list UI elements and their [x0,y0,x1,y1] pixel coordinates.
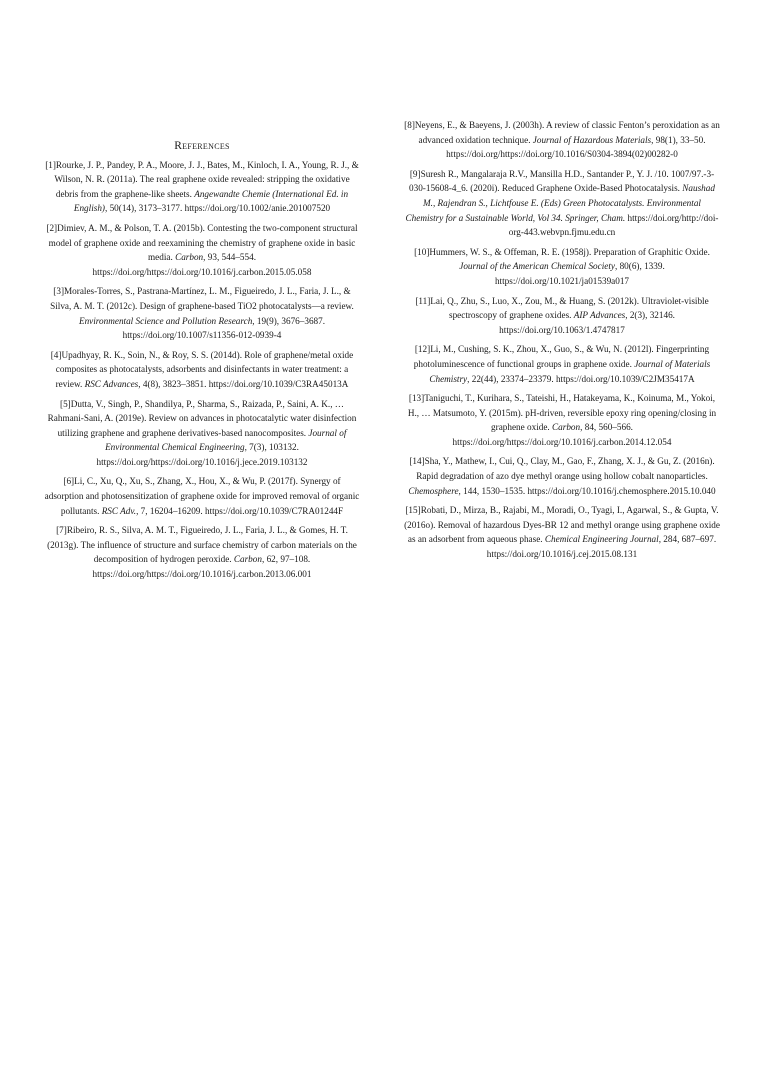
reference-text: Dutta, V., Singh, P., Shandilya, P., Sharma, S., Raizada, P., Saini, A. K., … Rahmani-Sani, A. (2019e). Review on advances in photocatalytic water disinfection utilizing graphene and graphene derivatives-based nanocomposites. [47,398,357,438]
reference-tail: , 98(1), 33–50. https://doi.org/https://doi.org/10.1016/S0304-3894(02)00282-0 [446,134,706,160]
reference-text: Lai, Q., Zhu, S., Luo, X., Zou, M., & Huang, S. (2012k). Ultraviolet-visible spectroscopy of graphene oxides. [430,295,709,321]
reference-number: [3] [53,286,65,297]
reference-journal: Journal of Hazardous Materials [532,134,652,145]
reference-number: [2] [46,222,58,233]
reference-tail: , 19(9), 3676–3687. https://doi.org/10.1007/s11356-012-0939-4 [122,315,326,341]
reference-journal: Chemosphere [408,485,459,496]
reference-number: [5] [60,398,71,409]
reference-journal: Environmental Science and Pollution Research [78,315,253,326]
reference-tail: , 84, 560–566. https://doi.org/https://doi.org/10.1016/j.carbon.2014.12.054 [452,422,672,447]
reference-item [404,245,720,289]
right-column [404,118,720,567]
reference-journal: Carbon [175,252,204,263]
reference-item [404,454,720,498]
reference-journal: AIP Advances [573,310,626,321]
reference-journal: Journal of Environmental Chemical Engineering [105,427,347,453]
reference-item [44,348,360,392]
reference-number: [11] [415,295,431,306]
reference-number: [12] [414,344,431,355]
reference-item [44,158,360,216]
reference-item [44,284,360,342]
reference-tail: , 2(3), 32146. https://doi.org/10.1063/1.4747817 [499,310,675,335]
reference-item [44,397,360,470]
reference-text: Morales-Torres, S., Pastrana-Martínez, L. M., Figueiredo, J. L., Faria, J. L., & Silva, A. M. T. (2012c). Design of graphene-based TiO2 photocatalysts—a review. [50,286,354,311]
reference-number: [4] [50,349,62,360]
reference-text: Hummers, W. S., & Offeman, R. E. (1958j). Preparation of Graphitic Oxide. [429,246,710,257]
reference-item [404,167,720,240]
reference-number: [6] [63,476,75,487]
reference-journal: Carbon [233,554,262,565]
left-column [44,0,360,587]
reference-item [44,474,360,518]
reference-text: Sha, Y., Mathew, I., Cui, Q., Clay, M., Gao, F., Zhang, X. J., & Gu, Z. (2016n). Rapid degradation of azo dye methyl orange using hollow cobalt nanoparticles. [416,456,715,482]
reference-item [404,118,720,162]
reference-item [404,294,720,338]
reference-number: [7] [56,525,67,536]
reference-tail: , 62, 97–108. https://doi.org/https://doi.org/10.1016/j.carbon.2013.06.001 [92,554,312,580]
reference-number: [14] [409,456,425,467]
references-heading: References [174,140,230,152]
reference-tail: , 22(44), 23374–23379. https://doi.org/10.1039/C2JM35417A [467,373,695,384]
reference-tail: , 80(6), 1339. https://doi.org/10.1021/ja01539a017 [494,261,665,286]
reference-tail: https://doi.org/http://doi-org-443.webvpn.fjmu.edu.cn [508,212,719,238]
reference-journal: Angewandte Chemie (International Ed. in English) [73,188,349,214]
reference-tail: , 4(8), 3823–3851. https://doi.org/10.1039/C3RA45013A [138,378,349,389]
reference-text: Upadhyay, R. K., Soin, N., & Roy, S. S. (2014d). Role of graphene/metal oxide composites as photocatalysts, adsorbents and disinfectants in water treatment: a review. [55,349,354,389]
reference-number: [10] [414,246,430,257]
reference-item [404,391,720,449]
reference-number: [13] [408,393,425,404]
reference-text: Li, C., Xu, Q., Xu, S., Zhang, X., Hou, X., & Wu, P. (2017f). Synergy of adsorption and photosensitization of graphene oxide for improved removal of organic pollutants. [44,476,360,516]
reference-number: [9] [409,168,421,179]
reference-text: Rourke, J. P., Pandey, P. A., Moore, J. J., Bates, M., Kinloch, I. A., Young, R. J., & Wilson, N. R. (2011a). The real graphene oxide revealed: stripping the oxidative debris from the graphene-like sheets. [54,159,359,199]
reference-tail: , 50(14), 3173–3177. https://doi.org/10.1002/anie.201007520 [104,203,331,214]
reference-journal: RSC Advances [84,378,139,389]
reference-tail: , 284, 687–697. https://doi.org/10.1016/j.cej.2015.08.131 [486,534,717,560]
reference-item [404,503,720,561]
reference-text: Li, M., Cushing, S. K., Zhou, X., Guo, S., & Wu, N. (2012l). Fingerprinting photoluminescence of functional groups in graphene oxide. [413,344,710,369]
reference-text: Taniguchi, T., Kurihara, S., Tateishi, H., Hatakeyama, K., Koinuma, M., Yokoi, H., … Matsumoto, Y. (2015m). pH-driven, reversible epoxy ring opening/closing in graphene oxide. [407,393,717,433]
reference-text: Dimiev, A. M., & Polson, T. A. (2015b). Contesting the two-component structural model of graphene oxide and reexamining the chemistry of graphene oxide in basic media. [48,222,358,263]
reference-text: Robati, D., Mirza, B., Rajabi, M., Moradi, O., Tyagi, I., Agarwal, S., & Gupta, V. (2016o). Removal of hazardous Dyes-BR 12 and methyl orange using graphene oxide as an adsorbent from aqueous phase. [404,505,720,545]
reference-journal: Naushad M., Rajendran S., Lichtfouse E. (Eds) Green Photocatalysts. Environmental Chemistry for a Sustainable World, Vol 34. Springer, Cham. [405,183,715,223]
reference-text: Neyens, E., & Baeyens, J. (2003h). A review of classic Fenton’s peroxidation as an advanced oxidation technique. [414,120,720,145]
reference-tail: , 144, 1530–1535. https://doi.org/10.1016/j.chemosphere.2015.10.040 [458,485,716,496]
reference-journal: Carbon [552,422,581,433]
reference-number: [1] [45,159,56,170]
reference-number: [8] [404,120,415,130]
reference-tail: , 7, 16204–16209. https://doi.org/10.1039/C7RA01244F [136,505,344,516]
reference-tail: , 93, 544–554. https://doi.org/https://doi.org/10.1016/j.carbon.2015.05.058 [92,252,312,277]
reference-tail: , 7(3), 103132. https://doi.org/https://doi.org/10.1016/j.jece.2019.103132 [96,442,308,467]
reference-item [44,523,360,581]
reference-journal: Journal of Materials Chemistry [429,358,711,384]
reference-text: Ribeiro, R. S., Silva, A. M. T., Figueiredo, J. L., Faria, J. L., & Gomes, H. T. (2013g). The influence of structure and surface chemistry of carbon materials on the decomposition of hydrogen peroxide. [47,525,357,565]
reference-item [44,221,360,279]
reference-journal: Chemical Engineering Journal [544,534,659,545]
reference-journal: RSC Adv. [101,505,137,516]
reference-text: Suresh R., Mangalaraja R.V., Mansilla H.D., Santander P., Y. J. /10. 1007/97.-3-030-15608-4_6. (2020i). Reduced Graphene Oxide-Based Photocatalysis. [409,168,715,194]
reference-journal: Journal of the American Chemical Society [459,261,615,272]
reference-item [404,342,720,386]
reference-number: [15] [405,505,421,516]
